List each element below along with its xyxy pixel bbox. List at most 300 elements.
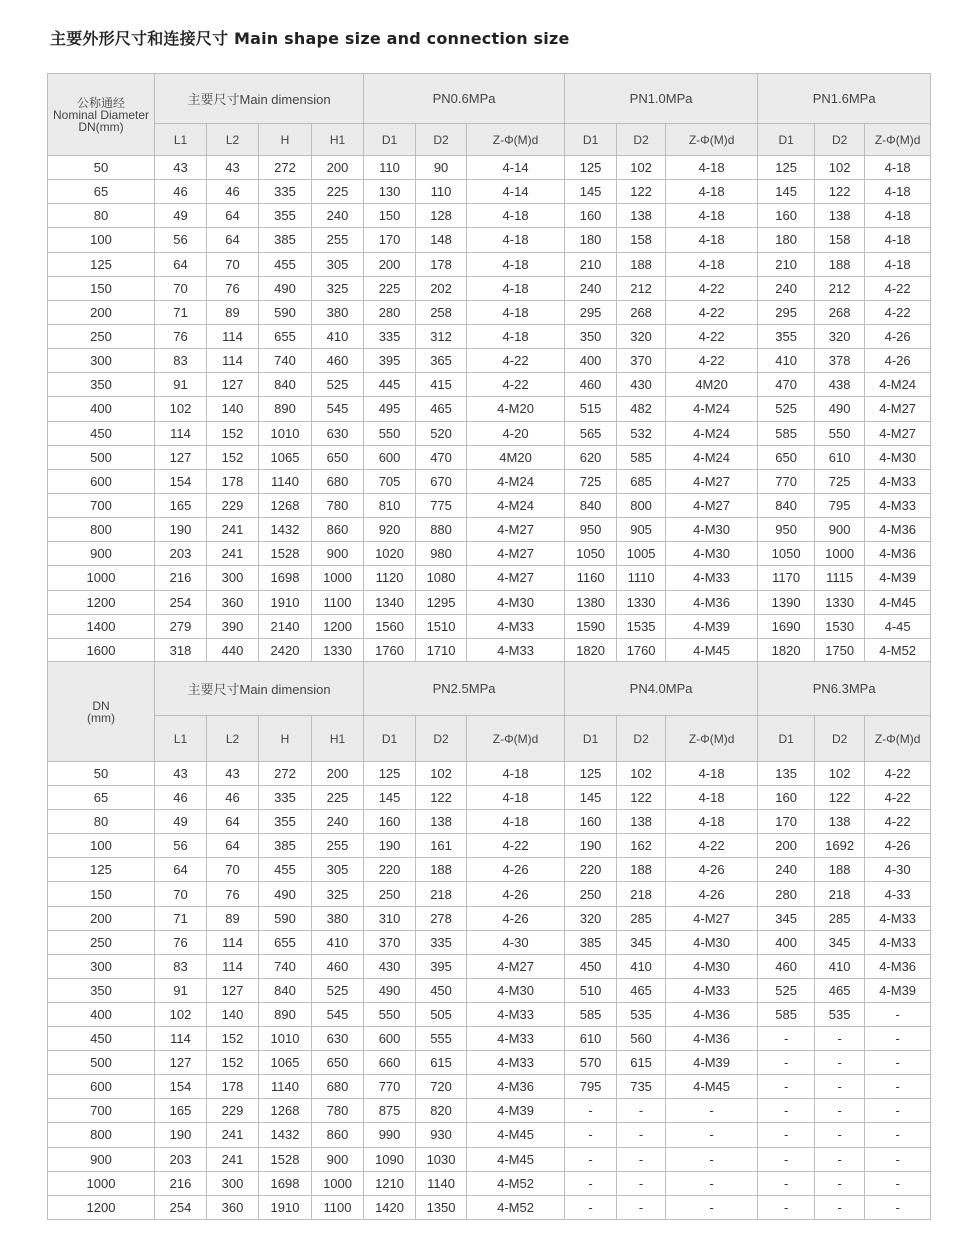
table-cell: 1295 [416, 590, 467, 614]
table-row [48, 397, 931, 421]
table-cell: 4-22 [865, 300, 931, 324]
table-row [48, 180, 931, 204]
table-cell: 1698 [259, 566, 312, 590]
table-cell: 585 [565, 1002, 617, 1026]
table-cell: 725 [565, 469, 617, 493]
table-cell: 455 [259, 252, 312, 276]
table-cell: 1330 [312, 638, 364, 662]
table-cell: 4-22 [666, 276, 758, 300]
table-cell: 114 [207, 324, 259, 348]
table-cell: 510 [565, 978, 617, 1002]
table-cell: 4-M39 [666, 1051, 758, 1075]
table-cell: 70 [207, 252, 259, 276]
table-cell: 550 [364, 421, 416, 445]
table-cell: 395 [416, 954, 467, 978]
table-row [48, 1195, 931, 1219]
table-cell: 240 [312, 204, 364, 228]
table-cell: 4-M24 [467, 493, 565, 517]
table-cell: 355 [758, 324, 815, 348]
table-cell: 1065 [259, 1051, 312, 1075]
dn-cell: 200 [48, 906, 155, 930]
table-cell: 4-M36 [865, 518, 931, 542]
table-cell: 1530 [815, 614, 865, 638]
table-cell: 4-M27 [666, 906, 758, 930]
table-cell: - [815, 1147, 865, 1171]
table-row [48, 518, 931, 542]
table-cell: 860 [312, 1123, 364, 1147]
table-cell: 49 [155, 204, 207, 228]
table-cell: 335 [364, 324, 416, 348]
table-cell: 127 [155, 1051, 207, 1075]
table-cell: - [758, 1147, 815, 1171]
table-cell: 565 [565, 421, 617, 445]
table-cell: 1380 [565, 590, 617, 614]
table-cell: 190 [364, 834, 416, 858]
table-row [48, 1147, 931, 1171]
column-header: Z-Φ(M)d [666, 716, 758, 762]
table-cell: 160 [565, 810, 617, 834]
table-cell: 188 [815, 858, 865, 882]
table-cell: 210 [565, 252, 617, 276]
table-row [48, 978, 931, 1002]
dn-cell: 400 [48, 1002, 155, 1026]
table-cell: 410 [312, 930, 364, 954]
table-cell: 600 [364, 1027, 416, 1051]
table-cell: 102 [155, 1002, 207, 1026]
table-cell: 4-M39 [467, 1099, 565, 1123]
table-cell: 138 [416, 810, 467, 834]
table-cell: - [565, 1123, 617, 1147]
table-cell: 4-M36 [865, 954, 931, 978]
dn-cell: 800 [48, 1123, 155, 1147]
dimension-table-pn06-pn16 [47, 73, 931, 663]
table-cell: 320 [617, 324, 666, 348]
table-cell: 495 [364, 397, 416, 421]
table-cell: 555 [416, 1027, 467, 1051]
pressure-group-header: PN0.6MPa [364, 74, 565, 124]
table-cell: 1340 [364, 590, 416, 614]
table-cell: 440 [207, 638, 259, 662]
table-row [48, 638, 931, 662]
table-cell: 4-30 [467, 930, 565, 954]
column-header: D2 [416, 124, 467, 156]
table-cell: - [617, 1123, 666, 1147]
dn-cell: 80 [48, 810, 155, 834]
table-cell: 370 [617, 349, 666, 373]
table-cell: 122 [617, 180, 666, 204]
table-cell: 102 [155, 397, 207, 421]
table-cell: 295 [565, 300, 617, 324]
table-cell: - [758, 1075, 815, 1099]
table-cell: 610 [565, 1027, 617, 1051]
dn-cell: 80 [48, 204, 155, 228]
table-cell: 114 [207, 954, 259, 978]
table-cell: 218 [617, 882, 666, 906]
table-row [48, 810, 931, 834]
table-cell: 720 [416, 1075, 467, 1099]
table-cell: 216 [155, 566, 207, 590]
table-cell: 1005 [617, 542, 666, 566]
table-cell: 1030 [416, 1147, 467, 1171]
table-cell: 180 [758, 228, 815, 252]
dn-cell: 600 [48, 469, 155, 493]
table-cell: 630 [312, 1027, 364, 1051]
column-header: Z-Φ(M)d [666, 124, 758, 156]
table-cell: 780 [312, 1099, 364, 1123]
table-cell: 1330 [617, 590, 666, 614]
table-cell: - [758, 1027, 815, 1051]
table-cell: 4-18 [666, 228, 758, 252]
table-cell: 160 [758, 786, 815, 810]
table-cell: 56 [155, 834, 207, 858]
table-cell: 620 [565, 445, 617, 469]
table-cell: 4M20 [666, 373, 758, 397]
table-cell: 875 [364, 1099, 416, 1123]
table-cell: 1000 [312, 566, 364, 590]
table-cell: 4-M45 [467, 1147, 565, 1171]
table-cell: - [666, 1099, 758, 1123]
table-cell: 225 [312, 180, 364, 204]
table-cell: 71 [155, 300, 207, 324]
table-cell: 140 [207, 1002, 259, 1026]
column-header: H1 [312, 124, 364, 156]
table-cell: - [617, 1147, 666, 1171]
table-cell: 218 [815, 882, 865, 906]
table-cell: 64 [155, 858, 207, 882]
table-cell: 380 [312, 300, 364, 324]
table-cell: 91 [155, 373, 207, 397]
table-row [48, 590, 931, 614]
table-cell: - [565, 1099, 617, 1123]
table-row [48, 834, 931, 858]
table-cell: 320 [815, 324, 865, 348]
table-cell: 930 [416, 1123, 467, 1147]
table-cell: 165 [155, 493, 207, 517]
table-cell: 70 [155, 882, 207, 906]
pressure-group-header: PN1.6MPa [758, 74, 931, 124]
table-cell: 114 [207, 349, 259, 373]
table-cell: 46 [207, 180, 259, 204]
table-cell: - [815, 1171, 865, 1195]
table-cell: 102 [617, 156, 666, 180]
table-cell: 795 [815, 493, 865, 517]
table-cell: 160 [758, 204, 815, 228]
table-cell: 210 [758, 252, 815, 276]
table-cell: 145 [565, 180, 617, 204]
dn-cell: 150 [48, 882, 155, 906]
table-cell: 345 [815, 930, 865, 954]
table-cell: 4-M33 [666, 978, 758, 1002]
table-cell: 43 [155, 156, 207, 180]
column-header: D1 [758, 716, 815, 762]
table-cell: 1750 [815, 638, 865, 662]
table-cell: 4-M30 [666, 542, 758, 566]
table-cell: 482 [617, 397, 666, 421]
table-cell: 203 [155, 1147, 207, 1171]
dn-header-line: (mm) [87, 710, 115, 725]
table-cell: 4-M33 [467, 1002, 565, 1026]
pressure-group-header: PN4.0MPa [565, 662, 758, 716]
table-cell: 138 [617, 810, 666, 834]
table-cell: 570 [565, 1051, 617, 1075]
main-dimension-header: 主要尺寸Main dimension [155, 74, 364, 124]
table-cell: 4-M27 [467, 542, 565, 566]
table-cell: 127 [207, 373, 259, 397]
table-cell: 585 [617, 445, 666, 469]
table-cell: - [617, 1099, 666, 1123]
table-cell: 1535 [617, 614, 666, 638]
table-cell: 1910 [259, 590, 312, 614]
dn-cell: 50 [48, 762, 155, 786]
table-cell: 125 [758, 156, 815, 180]
dn-header [48, 662, 155, 762]
table-cell: - [815, 1123, 865, 1147]
table-cell: 655 [259, 324, 312, 348]
table-cell: 2420 [259, 638, 312, 662]
column-header: H [259, 716, 312, 762]
table-cell: 600 [364, 445, 416, 469]
table-cell: 110 [416, 180, 467, 204]
column-header: D2 [617, 124, 666, 156]
table-cell: 170 [758, 810, 815, 834]
table-cell: 650 [312, 445, 364, 469]
table-cell: 800 [617, 493, 666, 517]
table-cell: 170 [364, 228, 416, 252]
table-cell: 200 [364, 252, 416, 276]
dn-cell: 65 [48, 786, 155, 810]
table-cell: 160 [364, 810, 416, 834]
table-cell: 152 [207, 1051, 259, 1075]
table-cell: - [565, 1195, 617, 1219]
dn-cell: 50 [48, 156, 155, 180]
table-cell: 4-22 [666, 300, 758, 324]
table-cell: 4-18 [666, 204, 758, 228]
table-cell: 148 [416, 228, 467, 252]
table-cell: 980 [416, 542, 467, 566]
table-cell: 4-M30 [666, 954, 758, 978]
table-cell: 615 [416, 1051, 467, 1075]
table-cell: 300 [207, 566, 259, 590]
table-cell: - [815, 1051, 865, 1075]
table-cell: 1420 [364, 1195, 416, 1219]
column-header: H1 [312, 716, 364, 762]
table-row [48, 228, 931, 252]
table-row [48, 786, 931, 810]
table-cell: 4-M24 [467, 469, 565, 493]
table-cell: 4-22 [467, 373, 565, 397]
table-cell: 735 [617, 1075, 666, 1099]
table-cell: 240 [565, 276, 617, 300]
dn-cell: 900 [48, 542, 155, 566]
table-cell: 1065 [259, 445, 312, 469]
table-cell: 470 [416, 445, 467, 469]
table-cell: 465 [815, 978, 865, 1002]
table-cell: 178 [416, 252, 467, 276]
table-cell: 525 [758, 978, 815, 1002]
dn-cell: 350 [48, 373, 155, 397]
table-cell: - [666, 1123, 758, 1147]
table-cell: 240 [758, 276, 815, 300]
table-cell: 4-M27 [865, 421, 931, 445]
table-cell: 390 [207, 614, 259, 638]
table-cell: - [617, 1171, 666, 1195]
table-cell: 1100 [312, 1195, 364, 1219]
table-cell: 114 [207, 930, 259, 954]
table-cell: 64 [207, 228, 259, 252]
table-cell: 4-18 [865, 204, 931, 228]
table-cell: 268 [815, 300, 865, 324]
table-cell: 460 [312, 349, 364, 373]
table-cell: 1820 [565, 638, 617, 662]
table-cell: 4-18 [666, 762, 758, 786]
table-cell: 460 [312, 954, 364, 978]
table-cell: 325 [312, 882, 364, 906]
table-cell: 350 [565, 324, 617, 348]
table-cell: 680 [312, 1075, 364, 1099]
table-cell: 560 [617, 1027, 666, 1051]
table-cell: 490 [259, 276, 312, 300]
table-cell: 4-26 [467, 858, 565, 882]
table-cell: 64 [155, 252, 207, 276]
table-cell: 76 [207, 882, 259, 906]
table-cell: 585 [758, 421, 815, 445]
pressure-group-header: PN1.0MPa [565, 74, 758, 124]
table-cell: 241 [207, 542, 259, 566]
column-header: D1 [364, 716, 416, 762]
table-cell: 135 [758, 762, 815, 786]
table-cell: 840 [259, 978, 312, 1002]
table-cell: 114 [155, 1027, 207, 1051]
column-header: L1 [155, 124, 207, 156]
table-cell: 525 [312, 373, 364, 397]
table-cell: 450 [416, 978, 467, 1002]
table-cell: 610 [815, 445, 865, 469]
table-cell: - [865, 1027, 931, 1051]
column-header: Z-Φ(M)d [467, 124, 565, 156]
table-cell: 279 [155, 614, 207, 638]
table-cell: 312 [416, 324, 467, 348]
table-cell: 190 [155, 1123, 207, 1147]
table-row [48, 373, 931, 397]
table-cell: 4-M33 [467, 1027, 565, 1051]
table-cell: 1760 [364, 638, 416, 662]
table-cell: 920 [364, 518, 416, 542]
table-cell: 900 [312, 1147, 364, 1171]
table-row [48, 1075, 931, 1099]
table-cell: 258 [416, 300, 467, 324]
table-cell: 110 [364, 156, 416, 180]
table-cell: 145 [364, 786, 416, 810]
table-cell: 71 [155, 906, 207, 930]
table-cell: 1760 [617, 638, 666, 662]
table-row [48, 1051, 931, 1075]
table-cell: 190 [565, 834, 617, 858]
table-cell: 178 [207, 469, 259, 493]
table-cell: 335 [259, 786, 312, 810]
table-cell: - [865, 1147, 931, 1171]
table-cell: 212 [617, 276, 666, 300]
table-cell: 345 [617, 930, 666, 954]
table-cell: 1140 [416, 1171, 467, 1195]
table-cell: 1120 [364, 566, 416, 590]
dn-cell: 250 [48, 930, 155, 954]
table-cell: 4-M27 [467, 518, 565, 542]
table-cell: 990 [364, 1123, 416, 1147]
table-cell: 125 [565, 156, 617, 180]
table-cell: 1910 [259, 1195, 312, 1219]
table-cell: 345 [758, 906, 815, 930]
table-cell: 180 [565, 228, 617, 252]
table-cell: 43 [207, 762, 259, 786]
table-cell: 310 [364, 906, 416, 930]
table-cell: 4-M36 [865, 542, 931, 566]
table-cell: 4-18 [666, 180, 758, 204]
table-cell: 780 [312, 493, 364, 517]
table-cell: - [666, 1171, 758, 1195]
table-row [48, 445, 931, 469]
table-cell: 188 [617, 858, 666, 882]
table-cell: - [865, 1075, 931, 1099]
table-cell: 4-M27 [467, 566, 565, 590]
table-cell: 820 [416, 1099, 467, 1123]
column-header: Z-Φ(M)d [467, 716, 565, 762]
table-cell: 4-14 [467, 156, 565, 180]
table-cell: 43 [207, 156, 259, 180]
table-cell: 4-M39 [666, 614, 758, 638]
table-cell: 150 [364, 204, 416, 228]
table-cell: 400 [758, 930, 815, 954]
table-cell: 890 [259, 1002, 312, 1026]
table-cell: 385 [565, 930, 617, 954]
table-cell: 630 [312, 421, 364, 445]
table-cell: 900 [312, 542, 364, 566]
table-cell: 188 [815, 252, 865, 276]
table-cell: 4-18 [467, 276, 565, 300]
dn-cell: 100 [48, 834, 155, 858]
table-cell: 64 [207, 834, 259, 858]
table-cell: 158 [617, 228, 666, 252]
table-cell: 1010 [259, 421, 312, 445]
table-cell: 4-M45 [666, 638, 758, 662]
table-cell: 535 [815, 1002, 865, 1026]
table-cell: 70 [155, 276, 207, 300]
table-cell: 241 [207, 1123, 259, 1147]
table-cell: 178 [207, 1075, 259, 1099]
dn-cell: 600 [48, 1075, 155, 1099]
table-cell: 400 [565, 349, 617, 373]
table-cell: - [865, 1002, 931, 1026]
table-cell: 4-22 [467, 349, 565, 373]
table-cell: 650 [758, 445, 815, 469]
table-row [48, 349, 931, 373]
table-cell: 255 [312, 834, 364, 858]
table-cell: 740 [259, 349, 312, 373]
table-cell: 4-18 [467, 324, 565, 348]
table-cell: 89 [207, 300, 259, 324]
table-cell: 1050 [565, 542, 617, 566]
table-cell: 365 [416, 349, 467, 373]
table-cell: 76 [155, 324, 207, 348]
table-cell: 4-M30 [467, 590, 565, 614]
table-cell: 4-30 [865, 858, 931, 882]
table-cell: 1390 [758, 590, 815, 614]
dn-header-line: 公称通经 [76, 95, 125, 110]
column-header: D2 [416, 716, 467, 762]
table-cell: 1000 [312, 1171, 364, 1195]
table-cell: 280 [364, 300, 416, 324]
table-cell: 1050 [758, 542, 815, 566]
table-cell: 1010 [259, 1027, 312, 1051]
